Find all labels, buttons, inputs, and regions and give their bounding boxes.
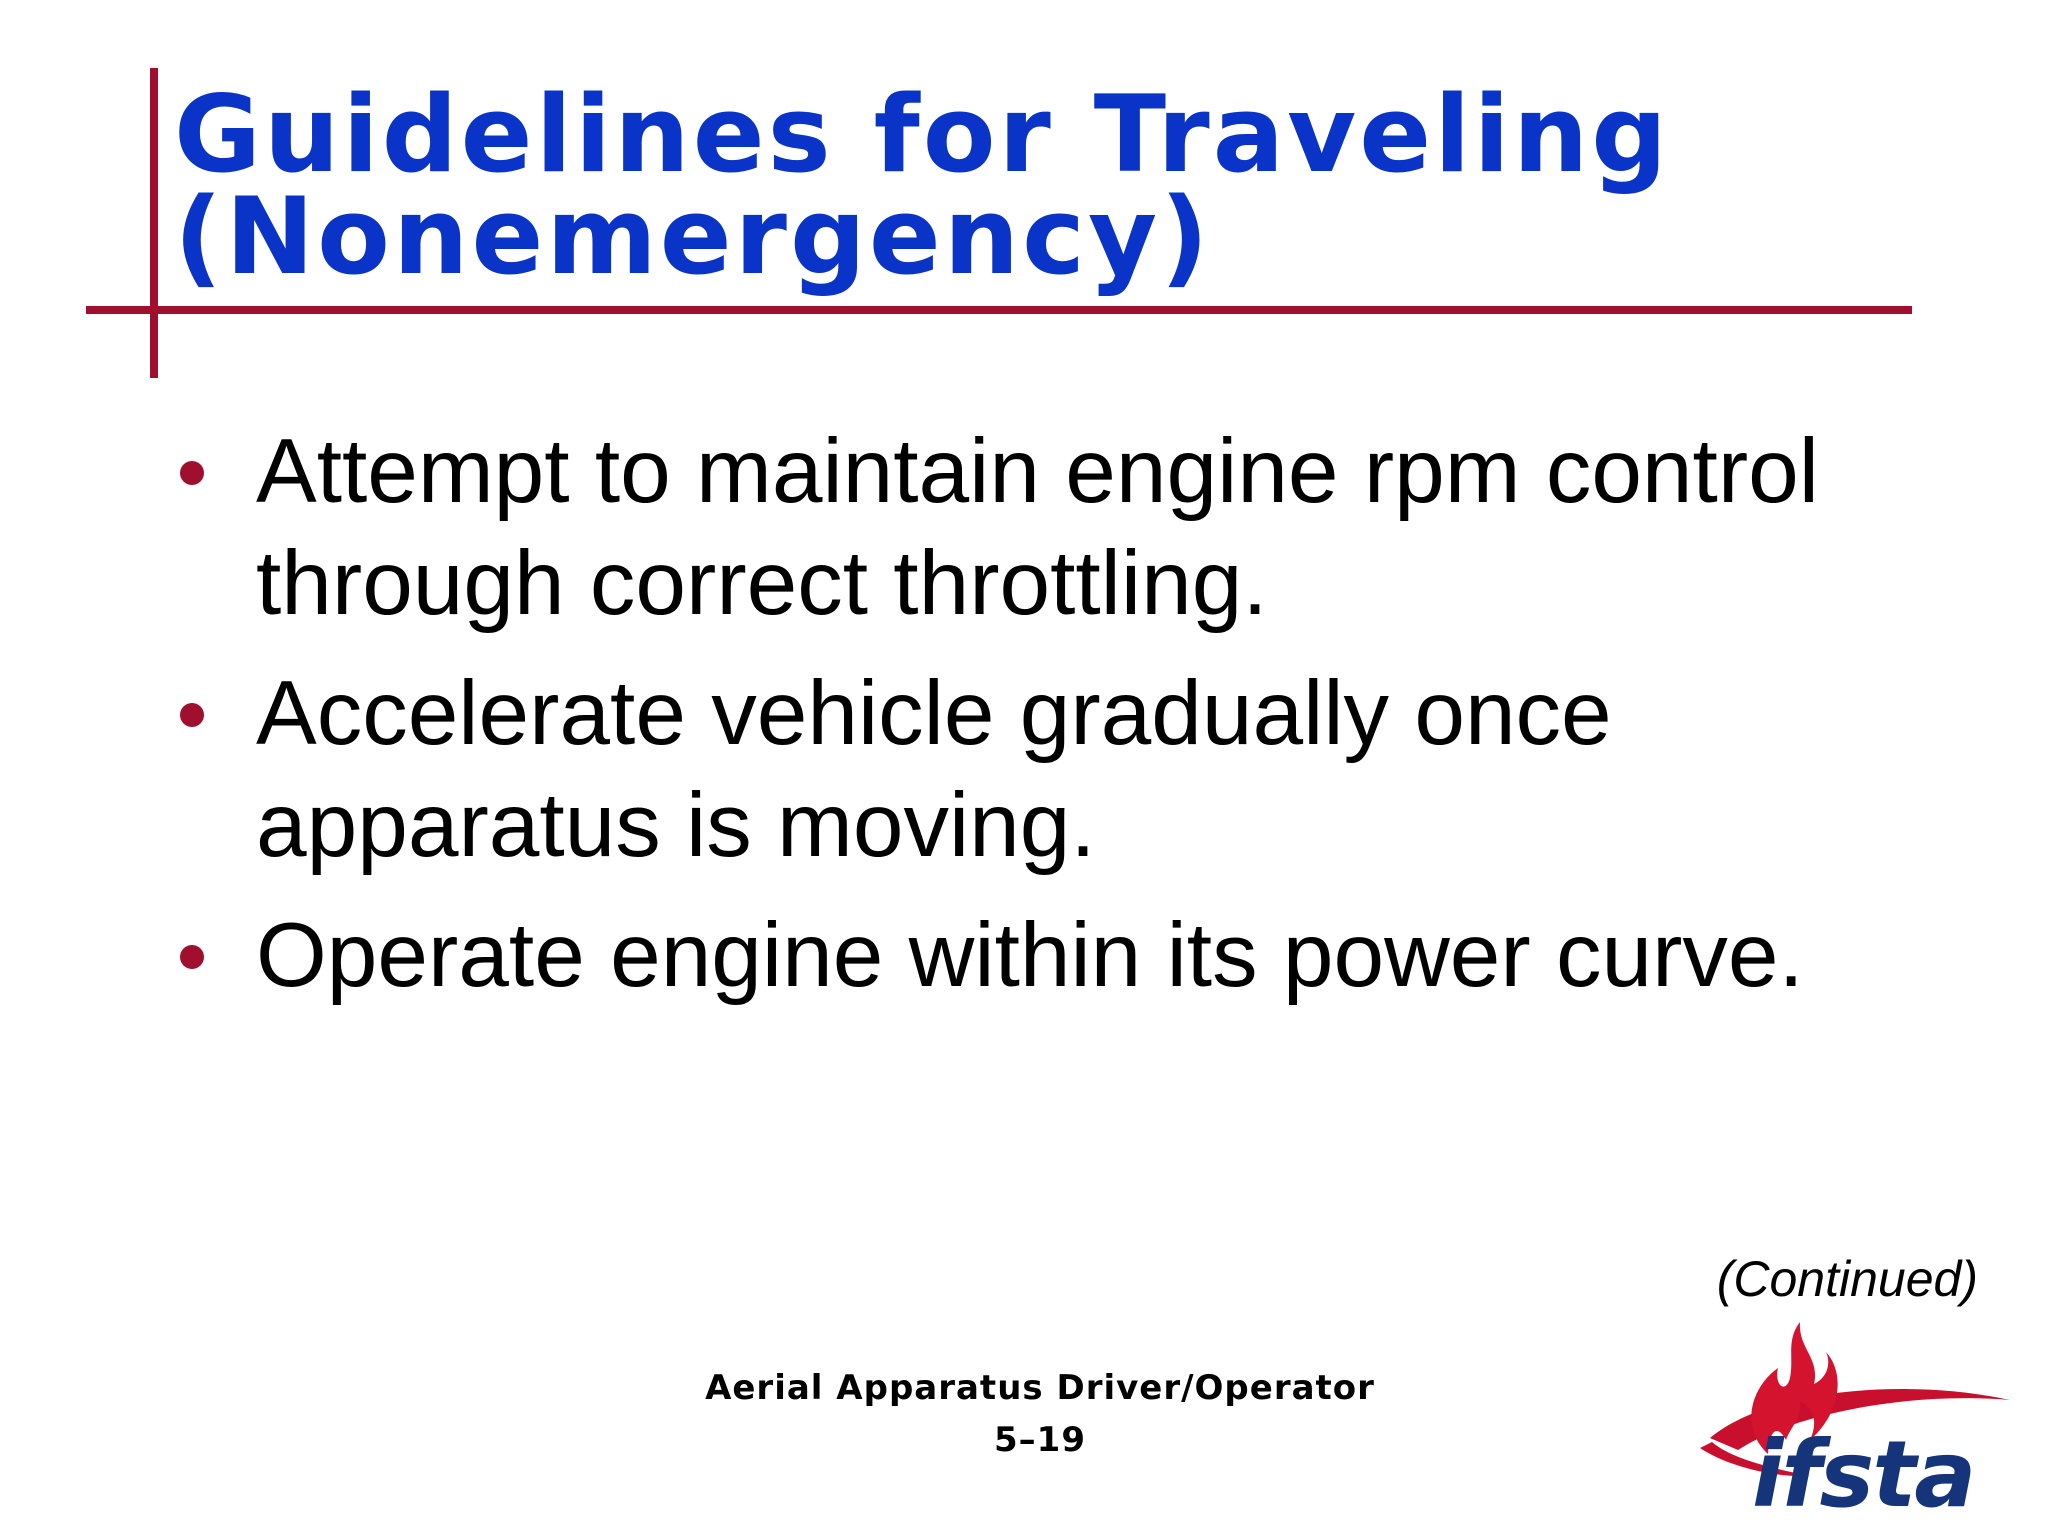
vertical-accent-rule (150, 68, 158, 378)
bullet-text-line-2: through correct throttling. (256, 533, 1268, 634)
footer-page-number: 5–19 (994, 1420, 1086, 1460)
bullet-text-line-2: apparatus is moving. (256, 775, 1096, 876)
continued-note: (Continued) (1716, 1251, 1978, 1307)
svg-text:ifsta: ifsta (1752, 1421, 1975, 1514)
title-line-1: Guidelines for Traveling (174, 73, 1671, 196)
bullet-dot-icon (180, 461, 204, 485)
footer-course-title: Aerial Apparatus Driver/Operator (705, 1368, 1375, 1408)
bullet-text-line-1: Operate engine within its power curve. (256, 905, 1804, 1006)
bullet-text-line-1: Accelerate vehicle gradually once (256, 663, 1612, 764)
bullet-item (170, 658, 1950, 882)
horizontal-accent-rule (86, 306, 1912, 314)
bullet-dot-icon (180, 945, 204, 969)
bullet-item (170, 900, 1950, 1012)
bullet-list (170, 416, 1950, 1030)
bullet-text-line-1: Attempt to maintain engine rpm control (256, 421, 1819, 522)
ifsta-logo (1690, 1318, 2020, 1514)
title-line-2: (Nonemergency) (174, 175, 1212, 298)
slide-title (174, 73, 1874, 298)
bullet-item (170, 416, 1950, 640)
bullet-dot-icon (180, 703, 204, 727)
